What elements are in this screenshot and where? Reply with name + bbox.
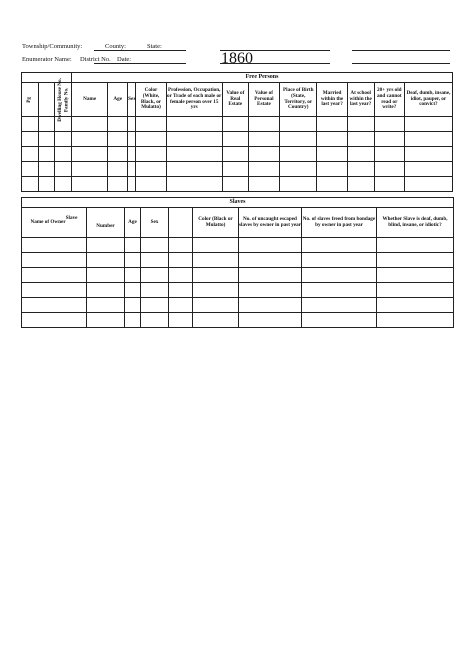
cell[interactable] xyxy=(128,117,136,132)
cell[interactable] xyxy=(222,177,248,192)
cell[interactable] xyxy=(404,117,452,132)
cell[interactable] xyxy=(222,132,248,147)
date-label: Date: xyxy=(117,56,132,63)
cell[interactable] xyxy=(125,283,141,298)
cell[interactable] xyxy=(22,177,39,192)
cell[interactable] xyxy=(108,132,128,147)
col-deaf: Deaf, dumb, insane, idiot, pauper, or convict? xyxy=(404,83,452,117)
cell[interactable] xyxy=(22,283,87,298)
cell[interactable] xyxy=(169,238,193,253)
state-input-line[interactable] xyxy=(352,50,450,51)
cell[interactable] xyxy=(136,147,166,162)
cell[interactable] xyxy=(377,283,454,298)
cell[interactable] xyxy=(71,117,107,132)
col-school: At school within the last year? xyxy=(347,83,374,117)
cell[interactable] xyxy=(87,298,125,313)
cell[interactable] xyxy=(377,298,454,313)
cell[interactable] xyxy=(302,238,377,253)
cell[interactable] xyxy=(193,268,239,283)
cell[interactable] xyxy=(22,238,87,253)
cell[interactable] xyxy=(71,162,107,177)
cell[interactable] xyxy=(302,313,377,328)
cell[interactable] xyxy=(55,177,72,192)
cell[interactable] xyxy=(374,117,404,132)
cell[interactable] xyxy=(128,132,136,147)
county-label: County: xyxy=(105,43,126,50)
cell[interactable] xyxy=(128,147,136,162)
col-real-estate: Value of Real Estate xyxy=(222,83,248,117)
cell[interactable] xyxy=(347,132,374,147)
cell[interactable] xyxy=(169,283,193,298)
cell[interactable] xyxy=(55,132,72,147)
cell[interactable] xyxy=(169,253,193,268)
cell[interactable] xyxy=(347,162,374,177)
cell[interactable] xyxy=(347,117,374,132)
free-persons-table xyxy=(21,72,453,192)
cell[interactable] xyxy=(374,132,404,147)
cell[interactable] xyxy=(38,147,55,162)
col-spacer xyxy=(169,208,193,238)
col-pg-label: Pg xyxy=(25,96,32,103)
col-read-write: 20+ yrs old and cannot read or write? xyxy=(374,83,404,117)
district-label: District No. xyxy=(80,56,111,63)
cell[interactable] xyxy=(22,132,39,147)
enumerator-input-line[interactable] xyxy=(94,63,186,64)
col-freed: No. of slaves freed from bondage by owner in past year xyxy=(302,208,377,238)
cell[interactable] xyxy=(193,313,239,328)
cell[interactable] xyxy=(222,162,248,177)
col-family-label: Family No. xyxy=(63,87,70,112)
col-sex: Sex xyxy=(141,208,169,238)
date-input-line[interactable] xyxy=(352,63,450,64)
cell[interactable] xyxy=(55,162,72,177)
cell[interactable] xyxy=(87,268,125,283)
cell[interactable] xyxy=(108,177,128,192)
cell[interactable] xyxy=(71,132,107,147)
slave-row xyxy=(22,253,454,268)
col-age: Age xyxy=(108,83,128,117)
cell[interactable] xyxy=(125,238,141,253)
col-slave-label: Slave xyxy=(65,214,78,221)
cell[interactable] xyxy=(38,132,55,147)
cell[interactable] xyxy=(248,162,279,177)
cell[interactable] xyxy=(239,268,302,283)
col-number xyxy=(87,208,125,238)
cell[interactable] xyxy=(193,253,239,268)
cell[interactable] xyxy=(38,177,55,192)
cell[interactable] xyxy=(317,132,347,147)
county-input-line[interactable] xyxy=(220,50,330,51)
cell[interactable] xyxy=(125,313,141,328)
col-profession: Profession, Occupation, or Trade of each male or female person over 15 yrs xyxy=(166,83,222,117)
slave-row xyxy=(22,238,454,253)
cell[interactable] xyxy=(374,177,404,192)
cell[interactable] xyxy=(280,162,317,177)
cell[interactable] xyxy=(125,298,141,313)
cell[interactable] xyxy=(222,117,248,132)
cell[interactable] xyxy=(166,132,222,147)
col-birthplace: Place of Birth (State, Territory, or Country) xyxy=(280,83,317,117)
cell[interactable] xyxy=(280,132,317,147)
cell[interactable] xyxy=(141,238,169,253)
cell[interactable] xyxy=(166,162,222,177)
cell[interactable] xyxy=(22,147,39,162)
enumerator-label: Enumerator Name: xyxy=(22,56,72,63)
cell[interactable] xyxy=(87,283,125,298)
state-label: State: xyxy=(147,43,162,50)
slave-row xyxy=(22,298,454,313)
cell[interactable] xyxy=(38,162,55,177)
slave-row xyxy=(22,283,454,298)
free-row xyxy=(22,162,453,177)
cell[interactable] xyxy=(87,238,125,253)
cell[interactable] xyxy=(317,177,347,192)
cell[interactable] xyxy=(108,162,128,177)
cell[interactable] xyxy=(71,147,107,162)
cell[interactable] xyxy=(166,117,222,132)
col-owner xyxy=(22,208,87,238)
cell[interactable] xyxy=(404,132,452,147)
cell[interactable] xyxy=(141,283,169,298)
cell[interactable] xyxy=(22,117,39,132)
cell[interactable] xyxy=(166,177,222,192)
township-input-line[interactable] xyxy=(94,50,186,51)
cell[interactable] xyxy=(248,177,279,192)
cell[interactable] xyxy=(141,268,169,283)
col-disability: Whether Slave is deaf, dumb, blind, insane, or idiotic? xyxy=(377,208,454,238)
cell[interactable] xyxy=(141,253,169,268)
slave-row xyxy=(22,313,454,328)
cell[interactable] xyxy=(193,283,239,298)
cell[interactable] xyxy=(374,162,404,177)
col-escaped: No. of uncaught escaped slaves by owner in past year xyxy=(239,208,302,238)
cell[interactable] xyxy=(374,147,404,162)
cell[interactable] xyxy=(302,268,377,283)
cell[interactable] xyxy=(125,253,141,268)
cell[interactable] xyxy=(22,268,87,283)
cell[interactable] xyxy=(404,177,452,192)
cell[interactable] xyxy=(125,268,141,283)
cell[interactable] xyxy=(302,283,377,298)
cell[interactable] xyxy=(136,132,166,147)
cell[interactable] xyxy=(108,147,128,162)
col-sex: Sex xyxy=(128,83,136,117)
cell[interactable] xyxy=(347,177,374,192)
cell[interactable] xyxy=(377,253,454,268)
cell[interactable] xyxy=(166,147,222,162)
cell[interactable] xyxy=(302,298,377,313)
cell[interactable] xyxy=(87,313,125,328)
cell[interactable] xyxy=(317,162,347,177)
cell[interactable] xyxy=(169,313,193,328)
cell[interactable] xyxy=(404,162,452,177)
cell[interactable] xyxy=(193,238,239,253)
cell[interactable] xyxy=(38,117,55,132)
cell[interactable] xyxy=(55,147,72,162)
cell[interactable] xyxy=(377,238,454,253)
slaves-table xyxy=(21,197,454,328)
cell[interactable] xyxy=(280,147,317,162)
cell[interactable] xyxy=(136,177,166,192)
cell[interactable] xyxy=(22,313,87,328)
cell[interactable] xyxy=(87,253,125,268)
cell[interactable] xyxy=(347,147,374,162)
district-input-line[interactable] xyxy=(220,63,330,64)
cell[interactable] xyxy=(248,117,279,132)
township-label: Township/Community: xyxy=(22,43,83,50)
col-married: Married within the last year? xyxy=(317,83,347,117)
cell[interactable] xyxy=(239,313,302,328)
cell[interactable] xyxy=(193,298,239,313)
cell[interactable] xyxy=(22,162,39,177)
cell[interactable] xyxy=(71,177,107,192)
cell[interactable] xyxy=(128,162,136,177)
free-band-blank xyxy=(22,73,72,83)
free-row xyxy=(22,147,453,162)
cell[interactable] xyxy=(280,177,317,192)
cell[interactable] xyxy=(404,147,452,162)
cell[interactable] xyxy=(169,298,193,313)
col-color: Color (White, Black, or Mulatto) xyxy=(136,83,166,117)
cell[interactable] xyxy=(141,313,169,328)
cell[interactable] xyxy=(141,298,169,313)
free-persons-band: Free Persons xyxy=(71,73,452,83)
col-dwelling xyxy=(38,77,63,122)
cell[interactable] xyxy=(239,253,302,268)
cell[interactable] xyxy=(128,177,136,192)
cell[interactable] xyxy=(248,132,279,147)
col-number-label: Number xyxy=(96,222,115,229)
cell[interactable] xyxy=(317,117,347,132)
cell[interactable] xyxy=(239,283,302,298)
cell[interactable] xyxy=(169,268,193,283)
free-row xyxy=(22,177,453,192)
slave-row xyxy=(22,268,454,283)
cell[interactable] xyxy=(222,147,248,162)
form-year-title: 1860 xyxy=(221,50,253,67)
cell[interactable] xyxy=(136,162,166,177)
free-row xyxy=(22,117,453,132)
col-owner-label: Name of Owner xyxy=(30,218,66,225)
cell[interactable] xyxy=(302,253,377,268)
slaves-band: Slaves xyxy=(22,198,454,208)
cell[interactable] xyxy=(280,117,317,132)
col-color: Color (Black or Mulatto) xyxy=(193,208,239,238)
cell[interactable] xyxy=(22,253,87,268)
cell[interactable] xyxy=(108,117,128,132)
col-age: Age xyxy=(125,208,141,238)
cell[interactable] xyxy=(239,238,302,253)
col-personal-estate: Value of Personal Estate xyxy=(248,83,279,117)
col-dwelling-label: Dwelling House No. xyxy=(56,77,63,122)
col-pg xyxy=(22,83,39,117)
cell[interactable] xyxy=(377,268,454,283)
cell[interactable] xyxy=(248,147,279,162)
cell[interactable] xyxy=(239,298,302,313)
cell[interactable] xyxy=(377,313,454,328)
free-row xyxy=(22,132,453,147)
cell[interactable] xyxy=(22,298,87,313)
cell[interactable] xyxy=(136,117,166,132)
col-name: Name xyxy=(71,83,107,117)
cell[interactable] xyxy=(317,147,347,162)
